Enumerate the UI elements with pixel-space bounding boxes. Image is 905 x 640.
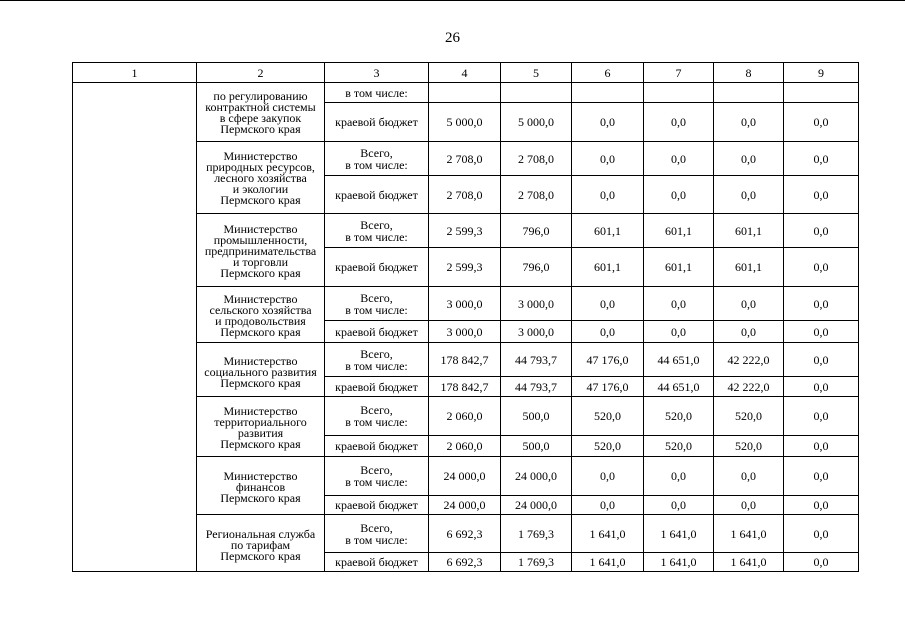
organization-name-text: Министерство территориального развития Пермского края [214,403,307,451]
top-border-line [0,0,905,1]
organization-name-text: Министерство промышленности, предпринимательства и торговли Пермского края [204,221,317,280]
budget-source-label: в том числе: [325,83,429,103]
value-cell: 1 641,0 [644,515,714,553]
value-cell: 1 641,0 [644,553,714,572]
value-cell: 3 000,0 [501,287,572,321]
organization-name [197,83,325,142]
table-row [73,83,859,103]
value-cell: 0,0 [784,214,859,248]
value-cell: 2 060,0 [429,397,501,436]
value-cell: 0,0 [644,457,714,496]
budget-source-label: краевой бюджет [325,103,429,142]
value-cell: 1 769,3 [501,515,572,553]
value-cell [429,83,501,103]
value-cell: 5 000,0 [501,103,572,142]
value-cell: 0,0 [714,176,784,214]
value-cell: 0,0 [644,103,714,142]
value-cell: 3 000,0 [429,287,501,321]
budget-table [72,62,859,572]
value-cell: 24 000,0 [501,496,572,515]
budget-source-label: краевой бюджет [325,377,429,397]
value-cell: 0,0 [644,176,714,214]
value-cell: 0,0 [784,496,859,515]
value-cell: 500,0 [501,397,572,436]
budget-source-label: Всего, в том числе: [325,142,429,176]
organization-name [197,397,325,457]
value-cell: 0,0 [784,248,859,287]
value-cell: 0,0 [572,142,644,176]
value-cell: 0,0 [784,176,859,214]
value-cell: 2 708,0 [501,142,572,176]
value-cell: 601,1 [714,248,784,287]
value-cell: 0,0 [572,176,644,214]
column-header: 3 [325,63,429,83]
column-header: 9 [784,63,859,83]
value-cell: 5 000,0 [429,103,501,142]
organization-name-text: Министерство социального развития Пермского края [204,354,317,390]
budget-source-label: краевой бюджет [325,496,429,515]
value-cell: 0,0 [784,397,859,436]
blank-column-cell [73,83,197,572]
value-cell: 500,0 [501,436,572,457]
value-cell: 601,1 [644,214,714,248]
value-cell: 0,0 [644,496,714,515]
value-cell: 24 000,0 [429,457,501,496]
value-cell: 0,0 [784,377,859,397]
organization-name [197,515,325,572]
value-cell: 601,1 [572,248,644,287]
value-cell: 1 641,0 [714,553,784,572]
organization-name-text: Министерство финансов Пермского края [220,469,301,505]
value-cell [784,83,859,103]
value-cell: 796,0 [501,214,572,248]
value-cell: 3 000,0 [429,321,501,343]
value-cell: 2 708,0 [429,176,501,214]
column-header: 8 [714,63,784,83]
value-cell: 0,0 [784,142,859,176]
value-cell: 0,0 [572,457,644,496]
value-cell: 2 708,0 [429,142,501,176]
value-cell: 6 692,3 [429,553,501,572]
column-header: 5 [501,63,572,83]
value-cell: 0,0 [784,436,859,457]
value-cell: 6 692,3 [429,515,501,553]
value-cell: 47 176,0 [572,377,644,397]
budget-source-label: Всего, в том числе: [325,287,429,321]
value-cell: 2 599,3 [429,214,501,248]
value-cell: 1 769,3 [501,553,572,572]
value-cell: 0,0 [784,287,859,321]
value-cell: 178 842,7 [429,343,501,377]
value-cell: 0,0 [644,142,714,176]
organization-name [197,457,325,515]
value-cell: 0,0 [572,103,644,142]
value-cell: 1 641,0 [572,515,644,553]
value-cell: 0,0 [572,496,644,515]
organization-name-text: по регулированию контрактной системы в сфере закупок Пермского края [205,89,316,136]
value-cell: 3 000,0 [501,321,572,343]
value-cell: 24 000,0 [429,496,501,515]
budget-source-label: краевой бюджет [325,553,429,572]
value-cell: 0,0 [714,287,784,321]
column-header: 4 [429,63,501,83]
value-cell: 1 641,0 [714,515,784,553]
budget-source-label: краевой бюджет [325,321,429,343]
column-header: 6 [572,63,644,83]
value-cell: 0,0 [714,457,784,496]
value-cell [501,83,572,103]
value-cell: 796,0 [501,248,572,287]
budget-source-label: краевой бюджет [325,436,429,457]
value-cell: 0,0 [714,496,784,515]
value-cell: 44 651,0 [644,377,714,397]
value-cell [572,83,644,103]
value-cell: 44 793,7 [501,377,572,397]
budget-source-label: Всего, в том числе: [325,515,429,553]
value-cell: 520,0 [644,436,714,457]
value-cell: 42 222,0 [714,377,784,397]
value-cell: 44 651,0 [644,343,714,377]
value-cell: 24 000,0 [501,457,572,496]
value-cell: 2 060,0 [429,436,501,457]
value-cell: 0,0 [784,321,859,343]
value-cell: 2 708,0 [501,176,572,214]
value-cell: 0,0 [784,457,859,496]
value-cell: 601,1 [714,214,784,248]
value-cell: 0,0 [714,103,784,142]
organization-name [197,214,325,287]
organization-name-text: Министерство сельского хозяйства и продовольствия Пермского края [209,291,312,339]
value-cell: 520,0 [572,436,644,457]
value-cell: 520,0 [644,397,714,436]
value-cell: 178 842,7 [429,377,501,397]
budget-source-label: Всего, в том числе: [325,343,429,377]
budget-source-label: краевой бюджет [325,176,429,214]
organization-name-text: Региональная служба по тарифам Пермского края [205,526,316,563]
value-cell [644,83,714,103]
value-cell: 0,0 [572,287,644,321]
budget-source-label: Всего, в том числе: [325,397,429,436]
value-cell: 520,0 [714,397,784,436]
value-cell: 520,0 [714,436,784,457]
value-cell: 601,1 [572,214,644,248]
value-cell: 0,0 [784,343,859,377]
value-cell: 0,0 [644,287,714,321]
value-cell: 520,0 [572,397,644,436]
page-number: 26 [445,30,460,46]
value-cell: 601,1 [644,248,714,287]
budget-source-label: Всего, в том числе: [325,457,429,496]
value-cell [714,83,784,103]
table-header-row [73,63,859,83]
column-header: 2 [197,63,325,83]
value-cell: 0,0 [784,553,859,572]
value-cell: 0,0 [784,515,859,553]
value-cell: 0,0 [644,321,714,343]
organization-name-text: Министерство природных ресурсов, лесного хозяйства и экологии Пермского края [206,149,315,207]
organization-name [197,142,325,214]
value-cell: 0,0 [784,103,859,142]
budget-source-label: краевой бюджет [325,248,429,287]
value-cell: 0,0 [714,321,784,343]
column-header: 7 [644,63,714,83]
organization-name [197,287,325,343]
column-header: 1 [73,63,197,83]
value-cell: 42 222,0 [714,343,784,377]
value-cell: 2 599,3 [429,248,501,287]
organization-name [197,343,325,397]
value-cell: 1 641,0 [572,553,644,572]
budget-source-label: Всего, в том числе: [325,214,429,248]
value-cell: 47 176,0 [572,343,644,377]
value-cell: 0,0 [714,142,784,176]
value-cell: 0,0 [572,321,644,343]
value-cell: 44 793,7 [501,343,572,377]
